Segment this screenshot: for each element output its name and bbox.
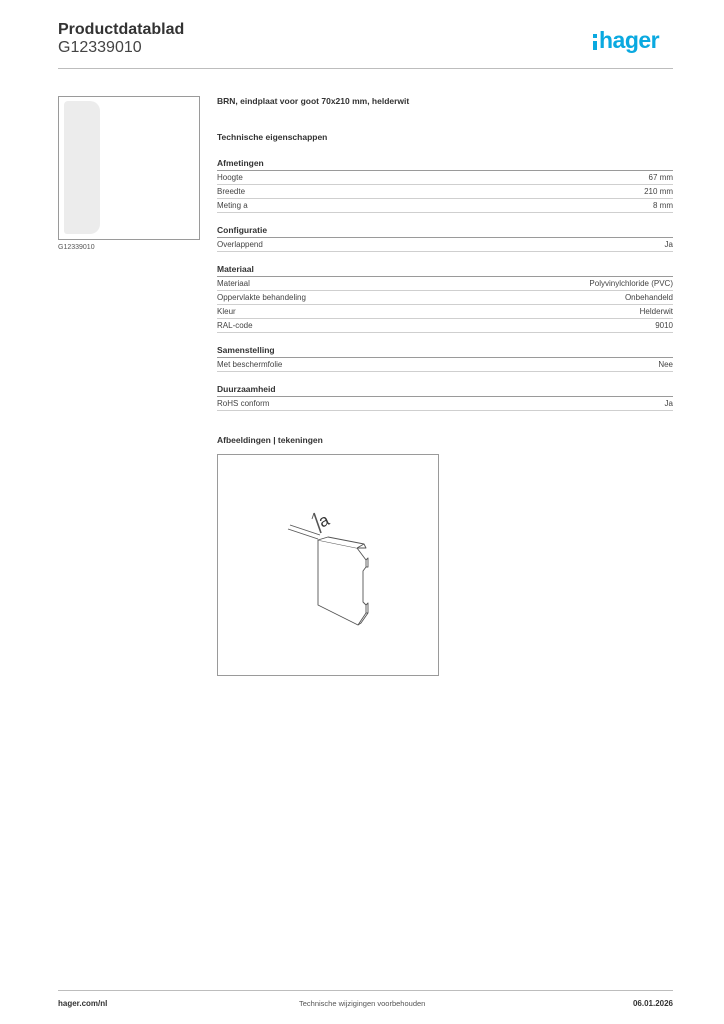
logo-mark-icon — [593, 34, 597, 50]
spec-row — [217, 238, 673, 252]
spec-row — [217, 277, 673, 291]
product-description: BRN, eindplaat voor goot 70x210 mm, helderwit — [217, 96, 410, 106]
header-divider — [58, 68, 673, 69]
section-title: Samenstelling — [217, 345, 673, 358]
section-title: Configuratie — [217, 225, 673, 238]
spec-label: Breedte — [217, 187, 246, 196]
section-title: Afmetingen — [217, 158, 673, 171]
spec-value: Nee — [658, 360, 673, 369]
tech-properties-heading: Technische eigenschappen — [217, 132, 328, 142]
logo-text: hager — [599, 27, 660, 53]
spec-value: Ja — [664, 240, 673, 249]
footer-date: 06.01.2026 — [632, 999, 673, 1008]
spec-label: Meting a — [217, 201, 248, 210]
spec-label: Met beschermfolie — [217, 360, 283, 369]
footer-disclaimer: Technische wijzigingen voorbehouden — [299, 999, 426, 1008]
section-samenstelling — [217, 345, 673, 372]
spec-row — [217, 319, 673, 333]
spec-row — [217, 185, 673, 199]
spec-label: Hoogte — [217, 173, 243, 182]
section-duurzaamheid — [217, 384, 673, 411]
section-title: Duurzaamheid — [217, 384, 673, 397]
specifications — [217, 96, 673, 445]
spec-value: 210 mm — [644, 187, 673, 196]
spec-label: Overlappend — [217, 240, 263, 249]
dimension-label: a — [315, 510, 333, 532]
section-configuratie — [217, 225, 673, 252]
photo-caption: G12339010 — [58, 244, 95, 251]
spec-row — [217, 291, 673, 305]
technical-drawing — [217, 454, 439, 676]
spec-value: Polyvinylchloride (PVC) — [589, 279, 673, 288]
product-photo — [58, 96, 200, 240]
spec-value: 9010 — [655, 321, 673, 330]
spec-row — [217, 397, 673, 411]
spec-value: Helderwit — [639, 307, 673, 316]
spec-row — [217, 305, 673, 319]
spec-row — [217, 199, 673, 213]
spec-row — [217, 358, 673, 372]
section-title: Materiaal — [217, 264, 673, 277]
spec-value: Onbehandeld — [624, 293, 673, 302]
spec-label: Oppervlakte behandeling — [217, 293, 306, 302]
document-title: Productdatablad — [58, 21, 185, 38]
product-code: G12339010 — [58, 39, 142, 56]
spec-value: Ja — [664, 399, 673, 408]
spec-row — [217, 171, 673, 185]
spec-label: Materiaal — [217, 279, 250, 288]
spec-value: 67 mm — [648, 173, 673, 182]
spec-label: RoHS conform — [217, 399, 270, 408]
spec-label: RAL-code — [217, 321, 253, 330]
spec-value: 8 mm — [653, 201, 673, 210]
spec-label: Kleur — [217, 307, 236, 316]
end-plate-image — [64, 101, 100, 234]
footer-divider — [58, 990, 673, 991]
section-afmetingen — [217, 158, 673, 213]
section-materiaal — [217, 264, 673, 333]
end-plate-drawing — [218, 455, 438, 675]
footer-website-link[interactable]: hager.com/nl — [58, 999, 108, 1008]
images-heading: Afbeeldingen | tekeningen — [217, 435, 323, 445]
